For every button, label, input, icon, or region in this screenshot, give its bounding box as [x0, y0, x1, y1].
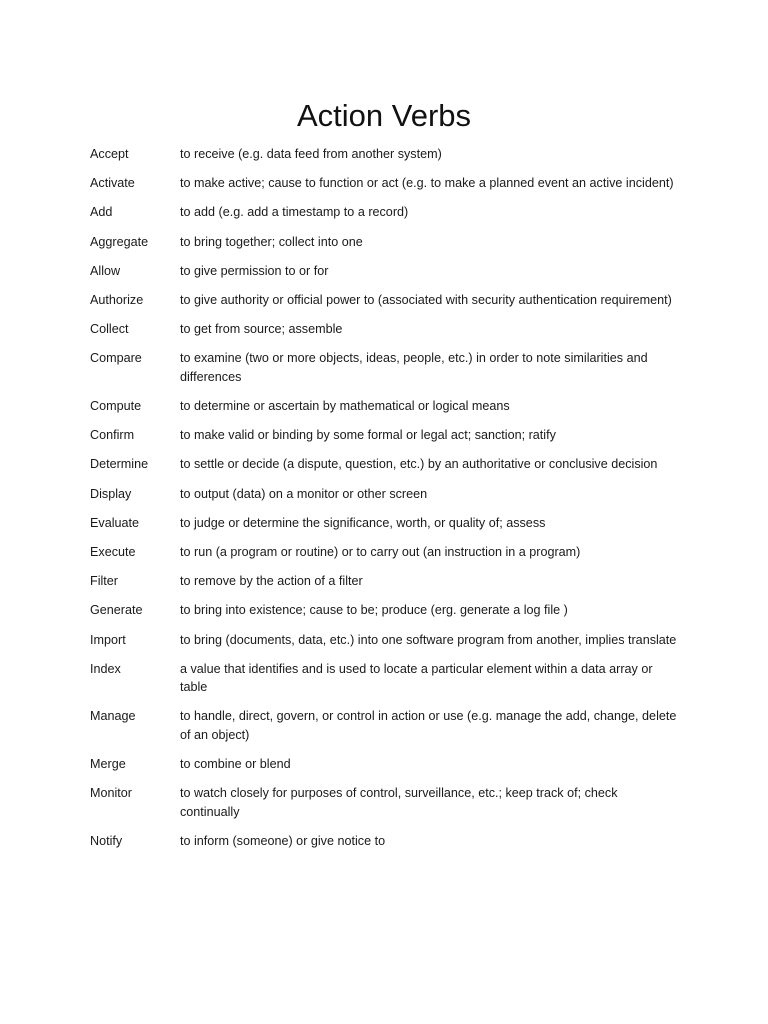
term: Monitor: [90, 786, 132, 801]
definition: to inform (someone) or give notice to: [180, 833, 386, 848]
definition-entry-activate: [90, 174, 690, 193]
term: Filter: [90, 574, 118, 589]
term: Confirm: [90, 428, 135, 443]
definition-entry-authorize: [90, 291, 690, 310]
definition-entry-index: [90, 660, 690, 697]
definition-entry-confirm: [90, 426, 690, 445]
definition-entry-compare: [90, 349, 690, 386]
definition: to output (data) on a monitor or other screen: [180, 486, 428, 501]
definition: to handle, direct, govern, or control in action or use (e.g. manage the add, change, delete of an object): [180, 709, 677, 742]
term: Activate: [90, 176, 135, 191]
definition: to bring together; collect into one: [180, 234, 363, 249]
definition: to receive (e.g. data feed from another system): [180, 147, 442, 161]
term: Add: [90, 205, 113, 220]
term: Aggregate: [90, 234, 149, 249]
definition: to give permission to or for: [180, 263, 329, 278]
definition-entry-notify: [90, 832, 690, 851]
term: Collect: [90, 322, 129, 337]
definition: to make valid or binding by some formal or legal act; sanction; ratify: [180, 428, 556, 443]
term: Notify: [90, 833, 123, 848]
term: Display: [90, 486, 132, 501]
definition-entry-evaluate: [90, 514, 690, 533]
definition-entry-compute: [90, 397, 690, 416]
definition-entry-import: [90, 631, 690, 650]
definition-entry-accept: [90, 145, 690, 164]
definition: to bring (documents, data, etc.) into one software program from another, implies translate: [180, 632, 677, 647]
definition-entry-collect: [90, 320, 690, 339]
definition-list: [90, 145, 690, 861]
definition-entry-merge: [90, 755, 690, 774]
definition-entry-generate: [90, 601, 690, 620]
definition: to judge or determine the significance, worth, or quality of; assess: [180, 515, 546, 530]
term: Allow: [90, 263, 121, 278]
definition-entry-filter: [90, 572, 690, 591]
term: Merge: [90, 757, 126, 772]
definition: a value that identifies and is used to locate a particular element within a data array or table: [180, 661, 653, 695]
definition-entry-allow: [90, 262, 690, 281]
definition: to make active; cause to function or act (e.g. to make a planned event an active incident): [180, 176, 674, 191]
term: Accept: [90, 147, 129, 161]
definition-entry-aggregate: [90, 233, 690, 252]
definition: to give authority or official power to (associated with security authentication requirement): [180, 292, 672, 307]
definition: to add (e.g. add a timestamp to a record): [180, 205, 409, 220]
definition-entry-execute: [90, 543, 690, 562]
definition: to combine or blend: [180, 757, 291, 772]
term: Execute: [90, 544, 136, 559]
definition: to run (a program or routine) or to carry out (an instruction in a program): [180, 544, 581, 559]
definition-entry-monitor: [90, 784, 690, 821]
definition: to examine (two or more objects, ideas, people, etc.) in order to note similarities and differences: [180, 351, 648, 384]
term: Compute: [90, 399, 142, 413]
page-title: Action Verbs: [296, 98, 472, 133]
definition: to settle or decide (a dispute, question, etc.) by an authoritative or conclusive decision: [180, 457, 658, 472]
definition-entry-display: [90, 485, 690, 504]
term: Manage: [90, 709, 136, 724]
term: Generate: [90, 603, 143, 618]
definition-entry-add: [90, 203, 690, 222]
definition: to remove by the action of a filter: [180, 574, 363, 589]
term: Import: [90, 632, 126, 647]
term: Authorize: [90, 292, 144, 307]
term: Evaluate: [90, 515, 140, 530]
definition: to bring into existence; cause to be; produce (erg. generate a log file ): [180, 603, 568, 618]
definition: to watch closely for purposes of control, surveillance, etc.; keep track of; check continually: [180, 786, 618, 819]
definition: to determine or ascertain by mathematical or logical means: [180, 399, 510, 413]
term: Compare: [90, 351, 142, 366]
term: Index: [90, 661, 121, 676]
definition-entry-manage: [90, 707, 690, 744]
definition: to get from source; assemble: [180, 322, 343, 337]
definition-entry-determine: [90, 455, 690, 474]
term: Determine: [90, 457, 149, 472]
